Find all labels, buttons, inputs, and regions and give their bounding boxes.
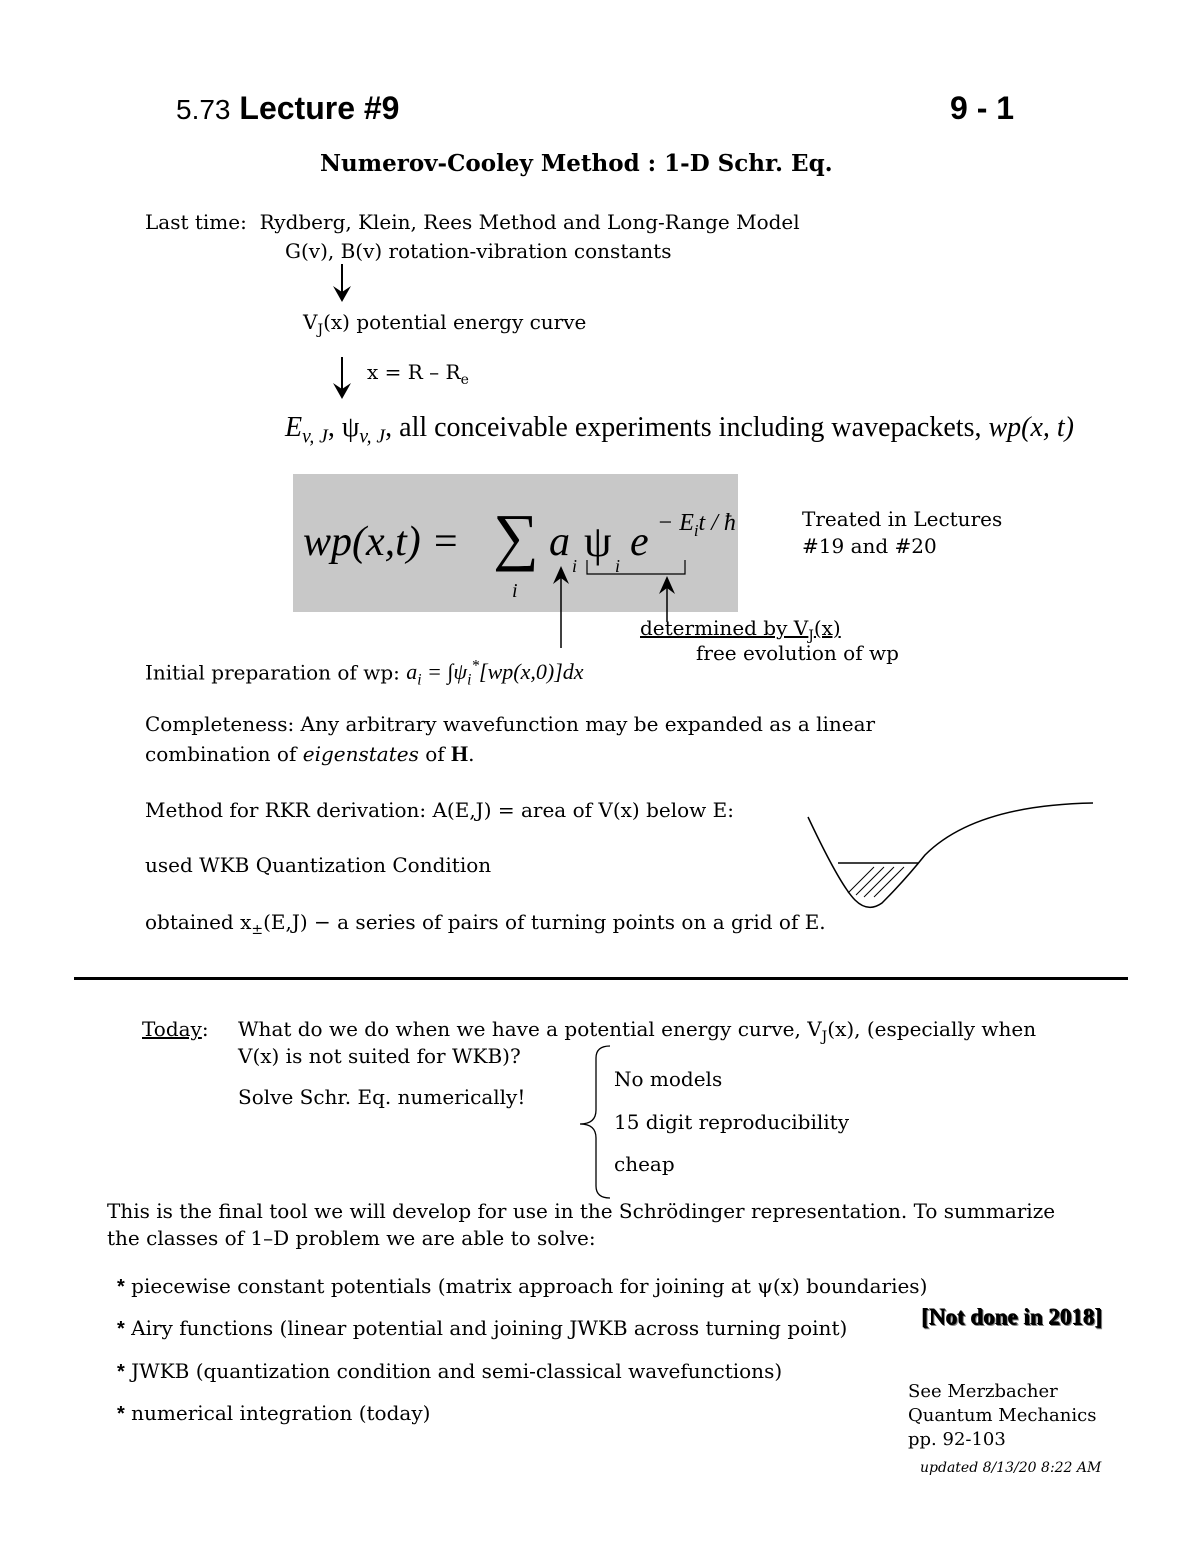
summary-line-1: This is the final tool we will develop for use in the Schrödinger representation. To summarize [107, 1199, 1056, 1223]
class-item-1: * piecewise constant potentials (matrix approach for joining at ψ(x) boundaries) [117, 1274, 928, 1298]
lecture-number: Lecture #9 [239, 90, 400, 126]
not-done-note: [Not done in 2018] [921, 1304, 1102, 1329]
constants-line: G(v), B(v) rotation-vibration constants [285, 239, 672, 263]
reference-note: See Merzbacher Quantum Mechanics pp. 92-103 [908, 1381, 1097, 1450]
area-hatching [848, 867, 904, 897]
rkr-method: Method for RKR derivation: A(E,J) = area of V(x) below E: [145, 798, 734, 822]
today-question-line-1: What do we do when we have a potential energy curve, $V_J(x)$, (especially when [238, 1017, 1037, 1045]
exponential-bracket [587, 560, 685, 574]
bullet-no-models: No models [614, 1067, 723, 1091]
potential-curve [808, 803, 1093, 907]
potential-curve-line: $V_J(x)$ potential energy curve [303, 310, 587, 338]
exponential-base: e [630, 519, 649, 565]
exponent: − $E_it$ / ħ [657, 510, 736, 540]
curly-brace [574, 1044, 614, 1200]
last-time-line [145, 210, 800, 234]
turning-points: obtained $x_\pm(E,J) - a$ series of pairs of turning points on a grid of E. [145, 910, 826, 938]
course-number: 5.73 [176, 94, 231, 125]
section-divider [74, 977, 1128, 980]
class-item-3: * JWKB (quantization condition and semi-classical wavefunctions) [117, 1359, 783, 1383]
solve-numerically: Solve Schr. Eq. numerically! [238, 1085, 526, 1109]
coefficient: a [549, 519, 570, 565]
bullet-reproducibility: 15 digit reproducibility [614, 1110, 850, 1134]
class-item-4: * numerical integration (today) [117, 1401, 431, 1425]
arrow-down-icon [330, 355, 354, 401]
bullet-cheap: cheap [614, 1152, 675, 1176]
sum-index: i [512, 580, 518, 602]
psi-symbol: ψ [584, 517, 612, 566]
wavepacket-equation-lhs: wp(x,t) = [303, 519, 460, 565]
sum-symbol: ∑ [493, 501, 539, 572]
today-label: Today: [142, 1017, 209, 1041]
x-definition: $x = R - R_e$ [367, 360, 469, 388]
completeness-line-1: Completeness: Any arbitrary wavefunction may be expanded as a linear [145, 712, 876, 736]
class-item-2: * Airy functions (linear potential and joining JWKB across turning point) [117, 1316, 848, 1340]
treated-note: Treated in Lectures #19 and #20 [802, 507, 1003, 558]
page-number: 9 - 1 [950, 90, 1015, 126]
potential-well-sketch [800, 795, 1100, 915]
initial-preparation-equation: $a_i = \int\psi_i^*[wp(x,0)]dx$ [406, 658, 584, 689]
coefficient-subscript: i [572, 556, 578, 576]
energies-line: $E_{v, J}$, $\psi_{v, J}$, all conceivable experiments including wavepackets, wp(x, t) [285, 412, 1074, 448]
last-time-text: Rydberg, Klein, Rees Method and Long-Range Model [259, 210, 800, 234]
determined-by-label: determined by $V_J(x)$ [640, 616, 841, 644]
lecture-heading [176, 90, 399, 127]
psi-subscript: i [615, 556, 621, 576]
last-time-label: Last time: [145, 210, 247, 234]
wkb-condition: used WKB Quantization Condition [145, 853, 492, 877]
free-evolution-label: free evolution of wp [696, 641, 899, 665]
summary-line-2: the classes of 1–D problem we are able to solve: [107, 1226, 596, 1250]
completeness-line-2: combination of eigenstates of H. [145, 741, 475, 766]
page-title: Numerov-Cooley Method : 1-D Schr. Eq. [320, 150, 833, 177]
updated-timestamp: updated 8/13/20 8:22 AM [920, 1460, 1102, 1476]
arrow-down-icon [330, 262, 354, 304]
today-question-line-2: V(x) is not suited for WKB)? [238, 1044, 521, 1068]
initial-preparation: Initial preparation of wp: $a_i = \int\psi_i^*[wp(x,0)]dx$ [145, 658, 584, 689]
